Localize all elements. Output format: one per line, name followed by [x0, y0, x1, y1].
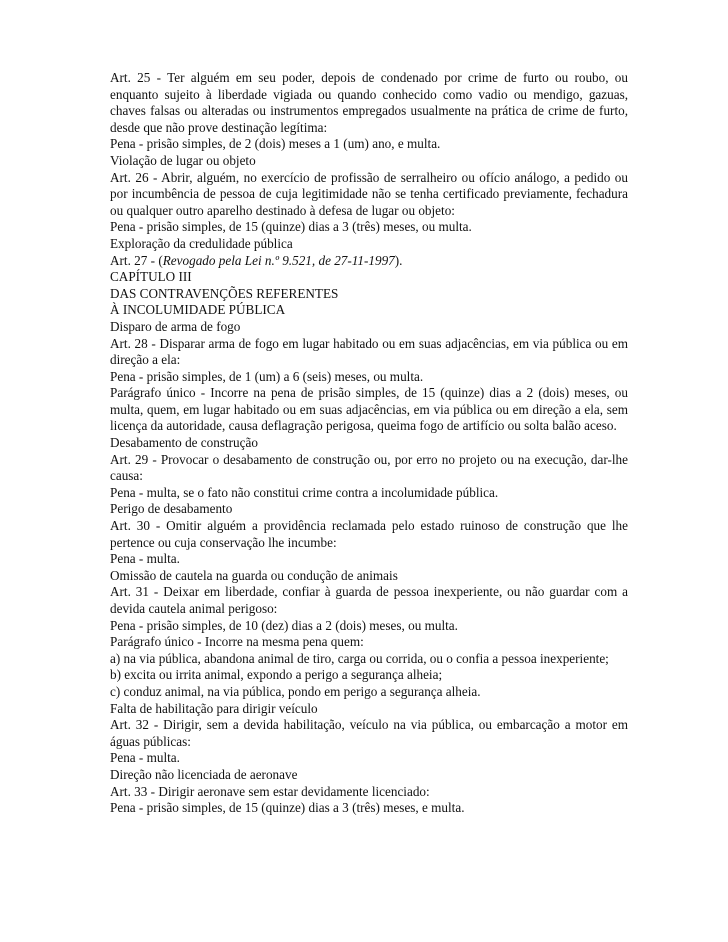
- section-heading-habilitacao: Falta de habilitação para dirigir veículo: [110, 700, 318, 716]
- chapter-number: CAPÍTULO III: [110, 269, 192, 285]
- art-27-text: [110, 253, 628, 270]
- art-28-penalty: Pena - prisão simples, de 1 (um) a 6 (seis) meses, ou multa.: [110, 368, 424, 384]
- chapter-title-line-1: DAS CONTRAVENÇÕES REFERENTES: [110, 285, 339, 301]
- art-31-paragrafo-unico: Parágrafo único - Incorre na mesma pena quem:: [110, 634, 364, 650]
- art-30-text: Art. 30 - Omitir alguém a providência reclamada pelo estado ruinoso de construção que lhe pertence ou cuja conservação lhe incumbe:: [110, 518, 628, 550]
- art-25-text: Art. 25 - Ter alguém em seu poder, depois de condenado por crime de furto ou roubo, ou enquanto sujeito à liberdade vigiada ou quando conhecido como vadio ou mendigo, gazuas, chaves falsas ou alteradas ou instrumentos empregados usualmente na prática de crime de furto, desde que não prove destinação legítima:: [110, 70, 628, 135]
- art-29-penalty: Pena - multa, se o fato não constitui crime contra a incolumidade pública.: [110, 484, 499, 500]
- art-31-penalty: Pena - prisão simples, de 10 (dez) dias a 2 (dois) meses, ou multa.: [110, 617, 458, 633]
- art-25-penalty: Pena - prisão simples, de 2 (dois) meses a 1 (um) ano, e multa.: [110, 136, 441, 152]
- art-30-penalty: Pena - multa.: [110, 551, 180, 567]
- section-heading-exploracao: Exploração da credulidade pública: [110, 235, 293, 251]
- art-31-item-c: c) conduz animal, na via pública, pondo em perigo a segurança alheia.: [110, 683, 481, 699]
- section-heading-desabamento: Desabamento de construção: [110, 435, 258, 451]
- section-heading-perigo-desabamento: Perigo de desabamento: [110, 501, 233, 517]
- document-page: [110, 70, 628, 817]
- art-28-text: Art. 28 - Disparar arma de fogo em lugar habitado ou em suas adjacências, em via pública ou em direção a ela:: [110, 335, 628, 368]
- chapter-title-line-2: À INCOLUMIDADE PÚBLICA: [110, 302, 286, 318]
- art-31-text: Art. 31 - Deixar em liberdade, confiar à guarda de pessoa inexperiente, ou não guardar com a devida cautela animal perigoso:: [110, 584, 628, 616]
- art-29-text: Art. 29 - Provocar o desabamento de construção ou, por erro no projeto ou na execução, dar-lhe causa:: [110, 451, 628, 484]
- art-31-item-a: a) na via pública, abandona animal de tiro, carga ou corrida, ou o confia a pessoa inexperiente;: [110, 650, 609, 666]
- art-32-penalty: Pena - multa.: [110, 750, 180, 766]
- art-27-suffix: ).: [394, 252, 403, 268]
- art-31-item-b: b) excita ou irrita animal, expondo a perigo a segurança alheia;: [110, 667, 443, 683]
- art-27-revocation: Revogado pela Lei n.º 9.521, de 27-11-1997: [162, 252, 395, 268]
- art-27-prefix: Art. 27 - (: [110, 252, 163, 268]
- section-heading-violacao: Violação de lugar ou objeto: [110, 152, 256, 168]
- art-28-paragrafo-unico: Parágrafo único - Incorre na pena de prisão simples, de 15 (quinze) dias a 2 (dois) meses, ou multa, quem, em lugar habitado ou em suas adjacências, em via pública ou em direção a ela, sem licença da autoridade, causa deflagração perigosa, queima fogo de artifício ou solta balão aceso.: [110, 385, 628, 434]
- art-32-text: Art. 32 - Dirigir, sem a devida habilitação, veículo na via pública, ou embarcação a motor em águas públicas:: [110, 717, 628, 749]
- art-33-penalty: Pena - prisão simples, de 15 (quinze) dias a 3 (três) meses, e multa.: [110, 800, 465, 816]
- art-26-text: Art. 26 - Abrir, alguém, no exercício de profissão de serralheiro ou ofício análogo, a pedido ou por incumbência de pessoa de cuja legitimidade não se tenha certificado previamente, fechadura ou qualquer outro aparelho destinado à defesa de lugar ou objeto:: [110, 169, 628, 218]
- section-heading-omissao-cautela: Omissão de cautela na guarda ou condução de animais: [110, 567, 398, 583]
- section-heading-aeronave: Direção não licenciada de aeronave: [110, 766, 298, 782]
- section-heading-disparo: Disparo de arma de fogo: [110, 318, 241, 334]
- art-26-penalty: Pena - prisão simples, de 15 (quinze) dias a 3 (três) meses, ou multa.: [110, 219, 472, 235]
- art-33-text: Art. 33 - Dirigir aeronave sem estar devidamente licenciado:: [110, 783, 430, 799]
